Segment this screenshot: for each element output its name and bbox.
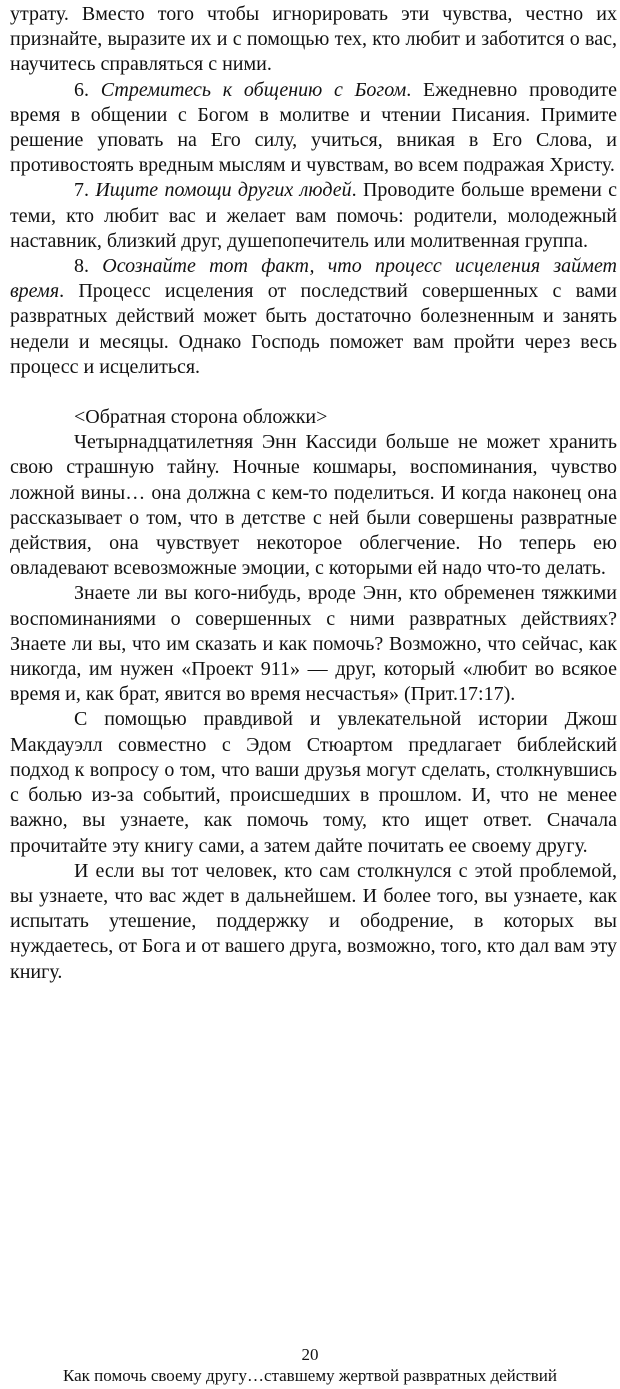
list-number: 7. bbox=[74, 179, 96, 202]
list-item-title: Ищите помощи других людей bbox=[95, 179, 352, 202]
paragraph-continuation: утрату. Вместо того чтобы игнорировать эти чувства, честно их признайте, выразите их и с помощью тех, кто любит и заботится о вас, научитесь справляться с ними. bbox=[10, 3, 617, 76]
cover-heading: <Обратная сторона обложки> bbox=[74, 406, 328, 429]
list-item-text: . Процесс исцеления от последствий совершенных с вами развратных действий может быть достаточно болезненным и занять недели и месяцы. Однако Господь поможет вам пройти через весь процесс и исцелиться. bbox=[10, 280, 617, 378]
cover-paragraph-4: И если вы тот человек, кто сам столкнулся с этой проблемой, вы узнаете, что вас ждет в дальнейшем. И более того, вы узнаете, как испытать утешение, поддержку и ободрение, в которых вы нуждаетесь, от Бога и от вашего друга, возможно, того, кто дал вам эту книгу. bbox=[10, 859, 617, 983]
paragraph-gap bbox=[10, 380, 617, 405]
list-item-7 bbox=[10, 178, 617, 254]
cover-paragraph-1: Четырнадцатилетняя Энн Кассиди больше не может хранить свою страшную тайну. Ночные кошмары, воспоминания, чувство ложной вины… она должна с кем-то поделиться. И когда наконец она рассказывает о том, что в детстве с ней были совершены развратные действия, она чувствует некоторое облегчение. Но теперь ею овладевают всевозможные эмоции, с которыми ей надо что-то делать. bbox=[10, 431, 617, 580]
cover-paragraph-2: Знаете ли вы кого-нибудь, вроде Энн, кто обременен тяжкими воспоминаниями о совершенных с ними развратных действиях? Знаете ли вы, что им сказать и как помочь? Возможно, что сейчас, как никогда, им нужен «Проект 911» — друг, который «любит во всякое время и, как брат, явится во время несчастья» (Прит.17:17). bbox=[10, 582, 617, 706]
page-number: 20 bbox=[301, 1345, 319, 1364]
list-item-text: . Ежедневно проводите время в общении с Богом в молитве и чтении Писания. Примите решение уповать на Его силу, учиться, вникая в Его Слова, и противостоять вредным мыслям и чувствам, во всем подражая Христу. bbox=[10, 78, 618, 177]
list-item-6 bbox=[10, 78, 617, 179]
list-number: 6. bbox=[74, 78, 101, 101]
list-item-text: . Проводите больше времени с теми, кто любит вас и желает вам помочь: родители, молодежный наставник, близкий друг, душепопечитель или молитвенная группа. bbox=[10, 179, 617, 252]
running-footer-title: Как помочь своему другу…ставшему жертвой развратных действий bbox=[63, 1366, 557, 1385]
body-text bbox=[10, 2, 617, 985]
list-item-title: Стремитесь к общению с Богом bbox=[100, 78, 407, 101]
list-number: 8. bbox=[74, 255, 103, 278]
list-item-title: Осознайте тот факт, что процесс исцеления займет время bbox=[10, 255, 618, 303]
list-item-8 bbox=[10, 254, 617, 380]
cover-paragraph-3: С помощью правдивой и увлекательной истории Джош Макдауэлл совместно с Эдом Стюартом предлагает библейский подход к вопросу о том, что ваши друзья могут сделать, столкнувшись с болью из-за событий, происшедших в прошлом. И, что не менее важно, вы узнаете, как помочь тому, кто ищет ответ. Сначала прочитайте эту книгу сами, а затем дайте почитать ее своему другу. bbox=[10, 708, 617, 857]
